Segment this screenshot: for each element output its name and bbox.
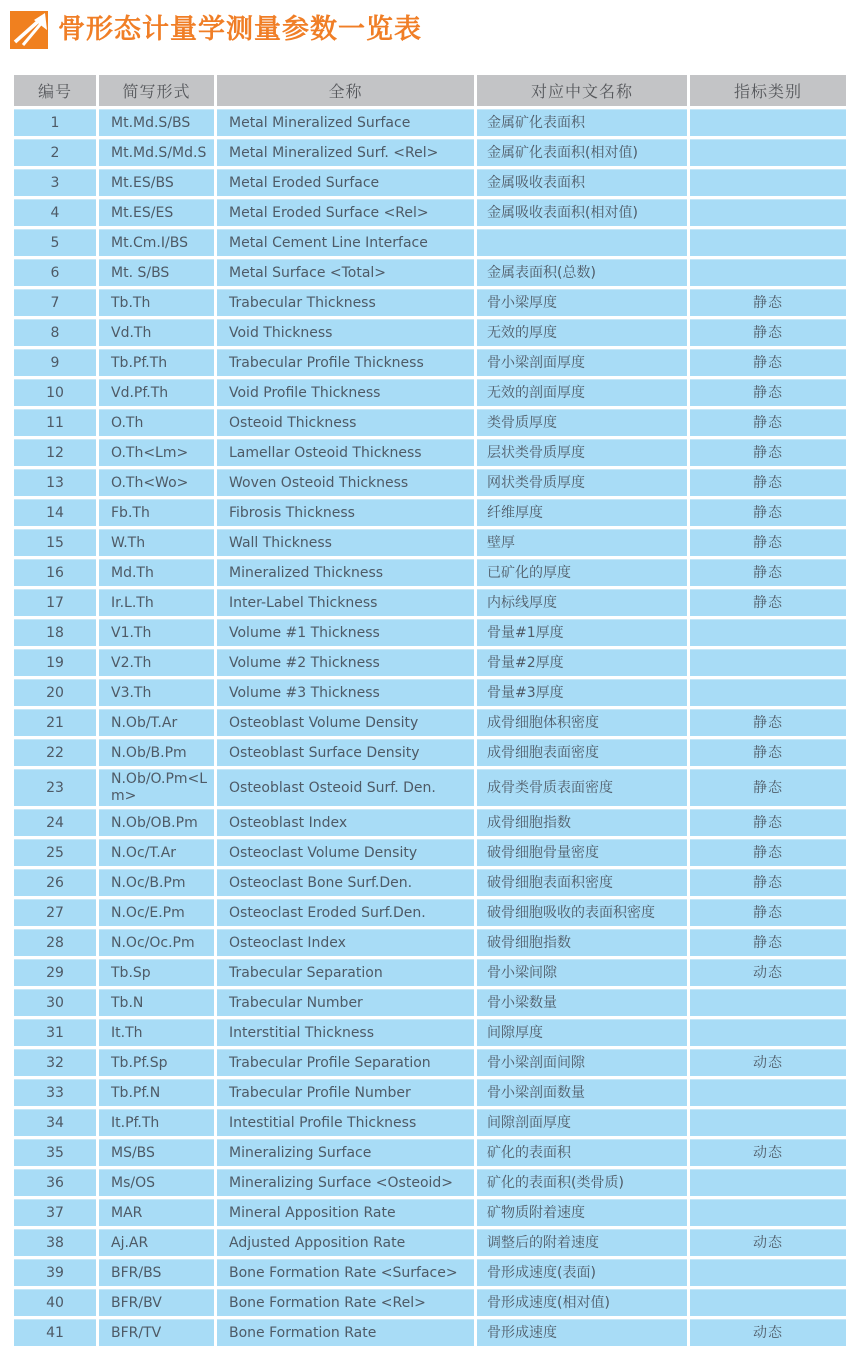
cell-number: 15	[14, 529, 96, 556]
cell-abbreviation: Tb.Pf.Th	[99, 349, 214, 376]
cell-chinese-name: 骨量#2厚度	[477, 649, 687, 676]
cell-category	[690, 1199, 846, 1226]
table-row	[14, 439, 846, 466]
cell-number: 3	[14, 169, 96, 196]
cell-category	[690, 1079, 846, 1106]
cell-abbreviation: Mt. S/BS	[99, 259, 214, 286]
header-full-name: 全称	[217, 75, 474, 106]
cell-number: 25	[14, 839, 96, 866]
cell-category: 动态	[690, 1139, 846, 1166]
table-row	[14, 1229, 846, 1256]
cell-full-name: Trabecular Separation	[217, 959, 474, 986]
cell-category: 静态	[690, 439, 846, 466]
table-row	[14, 989, 846, 1016]
cell-number: 27	[14, 899, 96, 926]
cell-number: 34	[14, 1109, 96, 1136]
cell-category	[690, 199, 846, 226]
table-row	[14, 229, 846, 256]
cell-number: 28	[14, 929, 96, 956]
cell-full-name: Mineralizing Surface <Osteoid>	[217, 1169, 474, 1196]
cell-category: 静态	[690, 869, 846, 896]
cell-category: 静态	[690, 409, 846, 436]
cell-number: 32	[14, 1049, 96, 1076]
table-row	[14, 1049, 846, 1076]
cell-abbreviation: Ir.L.Th	[99, 589, 214, 616]
cell-chinese-name: 骨形成速度(相对值)	[477, 1289, 687, 1316]
diagonal-arrow-icon	[10, 11, 48, 49]
cell-abbreviation: Mt.Md.S/Md.S	[99, 139, 214, 166]
cell-category: 静态	[690, 709, 846, 736]
cell-full-name: Volume #1 Thickness	[217, 619, 474, 646]
cell-chinese-name: 壁厚	[477, 529, 687, 556]
cell-chinese-name: 骨小梁数量	[477, 989, 687, 1016]
table-row	[14, 559, 846, 586]
table-row	[14, 679, 846, 706]
cell-category: 静态	[690, 809, 846, 836]
cell-abbreviation: N.Ob/OB.Pm	[99, 809, 214, 836]
cell-full-name: Void Thickness	[217, 319, 474, 346]
cell-category: 静态	[690, 349, 846, 376]
cell-full-name: Metal Mineralized Surface	[217, 109, 474, 136]
cell-abbreviation: N.Oc/T.Ar	[99, 839, 214, 866]
cell-abbreviation: Mt.ES/ES	[99, 199, 214, 226]
cell-chinese-name: 金属表面积(总数)	[477, 259, 687, 286]
cell-abbreviation: N.Oc/B.Pm	[99, 869, 214, 896]
table-row	[14, 769, 846, 806]
table-row	[14, 169, 846, 196]
table-row	[14, 1109, 846, 1136]
cell-chinese-name: 破骨细胞指数	[477, 929, 687, 956]
cell-category: 静态	[690, 899, 846, 926]
cell-abbreviation: Tb.Pf.N	[99, 1079, 214, 1106]
table-row	[14, 839, 846, 866]
table-body	[14, 109, 846, 1346]
cell-full-name: Bone Formation Rate <Surface>	[217, 1259, 474, 1286]
cell-full-name: Osteoclast Index	[217, 929, 474, 956]
cell-abbreviation: O.Th	[99, 409, 214, 436]
cell-number: 37	[14, 1199, 96, 1226]
cell-chinese-name: 网状类骨质厚度	[477, 469, 687, 496]
cell-chinese-name: 无效的剖面厚度	[477, 379, 687, 406]
parameters-table	[11, 72, 849, 1349]
cell-category	[690, 1169, 846, 1196]
cell-category: 静态	[690, 559, 846, 586]
cell-category: 静态	[690, 469, 846, 496]
cell-chinese-name: 类骨质厚度	[477, 409, 687, 436]
header-row	[14, 75, 846, 106]
cell-abbreviation: It.Th	[99, 1019, 214, 1046]
cell-category: 静态	[690, 589, 846, 616]
cell-abbreviation: Mt.Cm.I/BS	[99, 229, 214, 256]
cell-full-name: Metal Cement Line Interface	[217, 229, 474, 256]
cell-full-name: Osteoclast Eroded Surf.Den.	[217, 899, 474, 926]
table-row	[14, 319, 846, 346]
cell-number: 17	[14, 589, 96, 616]
cell-category: 静态	[690, 319, 846, 346]
table-row	[14, 929, 846, 956]
cell-chinese-name: 骨量#1厚度	[477, 619, 687, 646]
cell-number: 14	[14, 499, 96, 526]
cell-category	[690, 679, 846, 706]
cell-abbreviation: Vd.Pf.Th	[99, 379, 214, 406]
table-row	[14, 1199, 846, 1226]
cell-category	[690, 1109, 846, 1136]
cell-number: 20	[14, 679, 96, 706]
cell-chinese-name: 破骨细胞表面积密度	[477, 869, 687, 896]
cell-chinese-name: 骨形成速度(表面)	[477, 1259, 687, 1286]
cell-full-name: Bone Formation Rate	[217, 1319, 474, 1346]
cell-abbreviation: N.Ob/B.Pm	[99, 739, 214, 766]
cell-number: 7	[14, 289, 96, 316]
cell-full-name: Metal Mineralized Surf. <Rel>	[217, 139, 474, 166]
cell-number: 38	[14, 1229, 96, 1256]
cell-abbreviation: Md.Th	[99, 559, 214, 586]
cell-number: 40	[14, 1289, 96, 1316]
cell-chinese-name: 破骨细胞吸收的表面积密度	[477, 899, 687, 926]
cell-category	[690, 619, 846, 646]
cell-number: 8	[14, 319, 96, 346]
table-row	[14, 739, 846, 766]
cell-full-name: Woven Osteoid Thickness	[217, 469, 474, 496]
cell-category: 静态	[690, 839, 846, 866]
table-row	[14, 109, 846, 136]
cell-full-name: Trabecular Thickness	[217, 289, 474, 316]
cell-full-name: Metal Eroded Surface	[217, 169, 474, 196]
cell-category: 静态	[690, 499, 846, 526]
cell-number: 30	[14, 989, 96, 1016]
cell-chinese-name: 金属吸收表面积	[477, 169, 687, 196]
table-row	[14, 529, 846, 556]
table-row	[14, 1289, 846, 1316]
cell-chinese-name: 层状类骨质厚度	[477, 439, 687, 466]
cell-chinese-name: 矿物质附着速度	[477, 1199, 687, 1226]
table-row	[14, 349, 846, 376]
cell-number: 10	[14, 379, 96, 406]
cell-number: 22	[14, 739, 96, 766]
cell-chinese-name: 纤维厚度	[477, 499, 687, 526]
cell-full-name: Osteoblast Volume Density	[217, 709, 474, 736]
cell-abbreviation: W.Th	[99, 529, 214, 556]
cell-abbreviation: BFR/BS	[99, 1259, 214, 1286]
cell-full-name: Mineralized Thickness	[217, 559, 474, 586]
cell-abbreviation: N.Oc/E.Pm	[99, 899, 214, 926]
cell-full-name: Wall Thickness	[217, 529, 474, 556]
table-row	[14, 1169, 846, 1196]
table-row	[14, 409, 846, 436]
cell-abbreviation: BFR/TV	[99, 1319, 214, 1346]
cell-number: 18	[14, 619, 96, 646]
cell-category	[690, 169, 846, 196]
cell-full-name: Inter-Label Thickness	[217, 589, 474, 616]
cell-abbreviation: MAR	[99, 1199, 214, 1226]
cell-number: 29	[14, 959, 96, 986]
cell-number: 24	[14, 809, 96, 836]
table-row	[14, 139, 846, 166]
cell-category: 静态	[690, 769, 846, 806]
cell-number: 1	[14, 109, 96, 136]
cell-number: 16	[14, 559, 96, 586]
cell-category	[690, 1019, 846, 1046]
cell-full-name: Interstitial Thickness	[217, 1019, 474, 1046]
cell-abbreviation: V3.Th	[99, 679, 214, 706]
header-category: 指标类别	[690, 75, 846, 106]
table-row	[14, 649, 846, 676]
cell-category: 动态	[690, 959, 846, 986]
cell-number: 26	[14, 869, 96, 896]
cell-category	[690, 989, 846, 1016]
cell-category: 静态	[690, 529, 846, 556]
cell-category: 静态	[690, 929, 846, 956]
cell-category: 静态	[690, 379, 846, 406]
table-row	[14, 1019, 846, 1046]
cell-full-name: Metal Eroded Surface <Rel>	[217, 199, 474, 226]
cell-full-name: Osteoid Thickness	[217, 409, 474, 436]
cell-full-name: Volume #2 Thickness	[217, 649, 474, 676]
cell-chinese-name: 破骨细胞骨量密度	[477, 839, 687, 866]
cell-number: 11	[14, 409, 96, 436]
table-row	[14, 899, 846, 926]
table-row	[14, 619, 846, 646]
cell-number: 41	[14, 1319, 96, 1346]
header-number: 编号	[14, 75, 96, 106]
cell-chinese-name: 内标线厚度	[477, 589, 687, 616]
cell-category	[690, 649, 846, 676]
cell-abbreviation: Mt.Md.S/BS	[99, 109, 214, 136]
cell-chinese-name: 骨小梁剖面间隙	[477, 1049, 687, 1076]
cell-number: 35	[14, 1139, 96, 1166]
cell-chinese-name: 间隙厚度	[477, 1019, 687, 1046]
cell-abbreviation: Tb.Sp	[99, 959, 214, 986]
table-row	[14, 1079, 846, 1106]
cell-chinese-name: 骨小梁厚度	[477, 289, 687, 316]
header-chinese-name: 对应中文名称	[477, 75, 687, 106]
cell-chinese-name: 矿化的表面积	[477, 1139, 687, 1166]
cell-full-name: Osteoblast Surface Density	[217, 739, 474, 766]
table-row	[14, 499, 846, 526]
cell-number: 12	[14, 439, 96, 466]
cell-abbreviation: V2.Th	[99, 649, 214, 676]
cell-category: 静态	[690, 289, 846, 316]
cell-number: 5	[14, 229, 96, 256]
cell-number: 13	[14, 469, 96, 496]
cell-chinese-name: 矿化的表面积(类骨质)	[477, 1169, 687, 1196]
cell-abbreviation: O.Th<Lm>	[99, 439, 214, 466]
cell-full-name: Mineralizing Surface	[217, 1139, 474, 1166]
cell-chinese-name: 骨量#3厚度	[477, 679, 687, 706]
cell-abbreviation: V1.Th	[99, 619, 214, 646]
cell-abbreviation: Tb.Th	[99, 289, 214, 316]
cell-chinese-name: 骨形成速度	[477, 1319, 687, 1346]
cell-full-name: Osteoclast Volume Density	[217, 839, 474, 866]
table-row	[14, 809, 846, 836]
cell-full-name: Lamellar Osteoid Thickness	[217, 439, 474, 466]
table-row	[14, 379, 846, 406]
cell-full-name: Trabecular Profile Thickness	[217, 349, 474, 376]
table-row	[14, 469, 846, 496]
cell-chinese-name: 调整后的附着速度	[477, 1229, 687, 1256]
cell-chinese-name: 成骨类骨质表面密度	[477, 769, 687, 806]
cell-number: 9	[14, 349, 96, 376]
cell-abbreviation: Tb.Pf.Sp	[99, 1049, 214, 1076]
cell-category	[690, 259, 846, 286]
cell-abbreviation: N.Ob/O.Pm<Lm>	[99, 769, 214, 806]
cell-number: 19	[14, 649, 96, 676]
header-abbreviation: 简写形式	[99, 75, 214, 106]
cell-number: 6	[14, 259, 96, 286]
cell-number: 31	[14, 1019, 96, 1046]
cell-abbreviation: N.Oc/Oc.Pm	[99, 929, 214, 956]
cell-category	[690, 229, 846, 256]
cell-category: 动态	[690, 1319, 846, 1346]
cell-chinese-name: 骨小梁间隙	[477, 959, 687, 986]
cell-chinese-name: 金属矿化表面积	[477, 109, 687, 136]
cell-number: 39	[14, 1259, 96, 1286]
table-row	[14, 959, 846, 986]
cell-abbreviation: MS/BS	[99, 1139, 214, 1166]
table-row	[14, 1139, 846, 1166]
table-row	[14, 589, 846, 616]
cell-number: 36	[14, 1169, 96, 1196]
cell-abbreviation: Aj.AR	[99, 1229, 214, 1256]
cell-abbreviation: N.Ob/T.Ar	[99, 709, 214, 736]
cell-category	[690, 109, 846, 136]
cell-abbreviation: Vd.Th	[99, 319, 214, 346]
page-title: 骨形态计量学测量参数一览表	[58, 14, 422, 45]
cell-chinese-name: 成骨细胞表面密度	[477, 739, 687, 766]
table-row	[14, 869, 846, 896]
cell-category: 动态	[690, 1229, 846, 1256]
cell-abbreviation: Ms/OS	[99, 1169, 214, 1196]
cell-chinese-name: 金属矿化表面积(相对值)	[477, 139, 687, 166]
cell-category: 动态	[690, 1049, 846, 1076]
table-row	[14, 709, 846, 736]
cell-number: 4	[14, 199, 96, 226]
cell-chinese-name: 金属吸收表面积(相对值)	[477, 199, 687, 226]
cell-full-name: Fibrosis Thickness	[217, 499, 474, 526]
cell-chinese-name: 成骨细胞体积密度	[477, 709, 687, 736]
table-row	[14, 1259, 846, 1286]
cell-abbreviation: BFR/BV	[99, 1289, 214, 1316]
cell-category	[690, 1289, 846, 1316]
cell-abbreviation: O.Th<Wo>	[99, 469, 214, 496]
cell-full-name: Trabecular Profile Separation	[217, 1049, 474, 1076]
cell-number: 21	[14, 709, 96, 736]
cell-chinese-name	[477, 229, 687, 256]
cell-chinese-name: 骨小梁剖面数量	[477, 1079, 687, 1106]
cell-category: 静态	[690, 739, 846, 766]
cell-full-name: Volume #3 Thickness	[217, 679, 474, 706]
cell-number: 23	[14, 769, 96, 806]
cell-abbreviation: Fb.Th	[99, 499, 214, 526]
cell-full-name: Trabecular Profile Number	[217, 1079, 474, 1106]
cell-full-name: Void Profile Thickness	[217, 379, 474, 406]
table-row	[14, 259, 846, 286]
cell-full-name: Metal Surface <Total>	[217, 259, 474, 286]
cell-abbreviation: Tb.N	[99, 989, 214, 1016]
table-row	[14, 1319, 846, 1346]
cell-full-name: Bone Formation Rate <Rel>	[217, 1289, 474, 1316]
cell-chinese-name: 无效的厚度	[477, 319, 687, 346]
cell-full-name: Mineral Apposition Rate	[217, 1199, 474, 1226]
cell-full-name: Intestitial Profile Thickness	[217, 1109, 474, 1136]
cell-category	[690, 1259, 846, 1286]
cell-number: 2	[14, 139, 96, 166]
table-row	[14, 289, 846, 316]
cell-full-name: Adjusted Apposition Rate	[217, 1229, 474, 1256]
cell-chinese-name: 成骨细胞指数	[477, 809, 687, 836]
cell-number: 33	[14, 1079, 96, 1106]
cell-chinese-name: 间隙剖面厚度	[477, 1109, 687, 1136]
cell-chinese-name: 骨小梁剖面厚度	[477, 349, 687, 376]
cell-full-name: Osteoclast Bone Surf.Den.	[217, 869, 474, 896]
cell-full-name: Trabecular Number	[217, 989, 474, 1016]
table-row	[14, 199, 846, 226]
title-bar	[0, 0, 860, 54]
cell-full-name: Osteoblast Osteoid Surf. Den.	[217, 769, 474, 806]
cell-abbreviation: It.Pf.Th	[99, 1109, 214, 1136]
cell-full-name: Osteoblast Index	[217, 809, 474, 836]
cell-chinese-name: 已矿化的厚度	[477, 559, 687, 586]
cell-abbreviation: Mt.ES/BS	[99, 169, 214, 196]
cell-category	[690, 139, 846, 166]
